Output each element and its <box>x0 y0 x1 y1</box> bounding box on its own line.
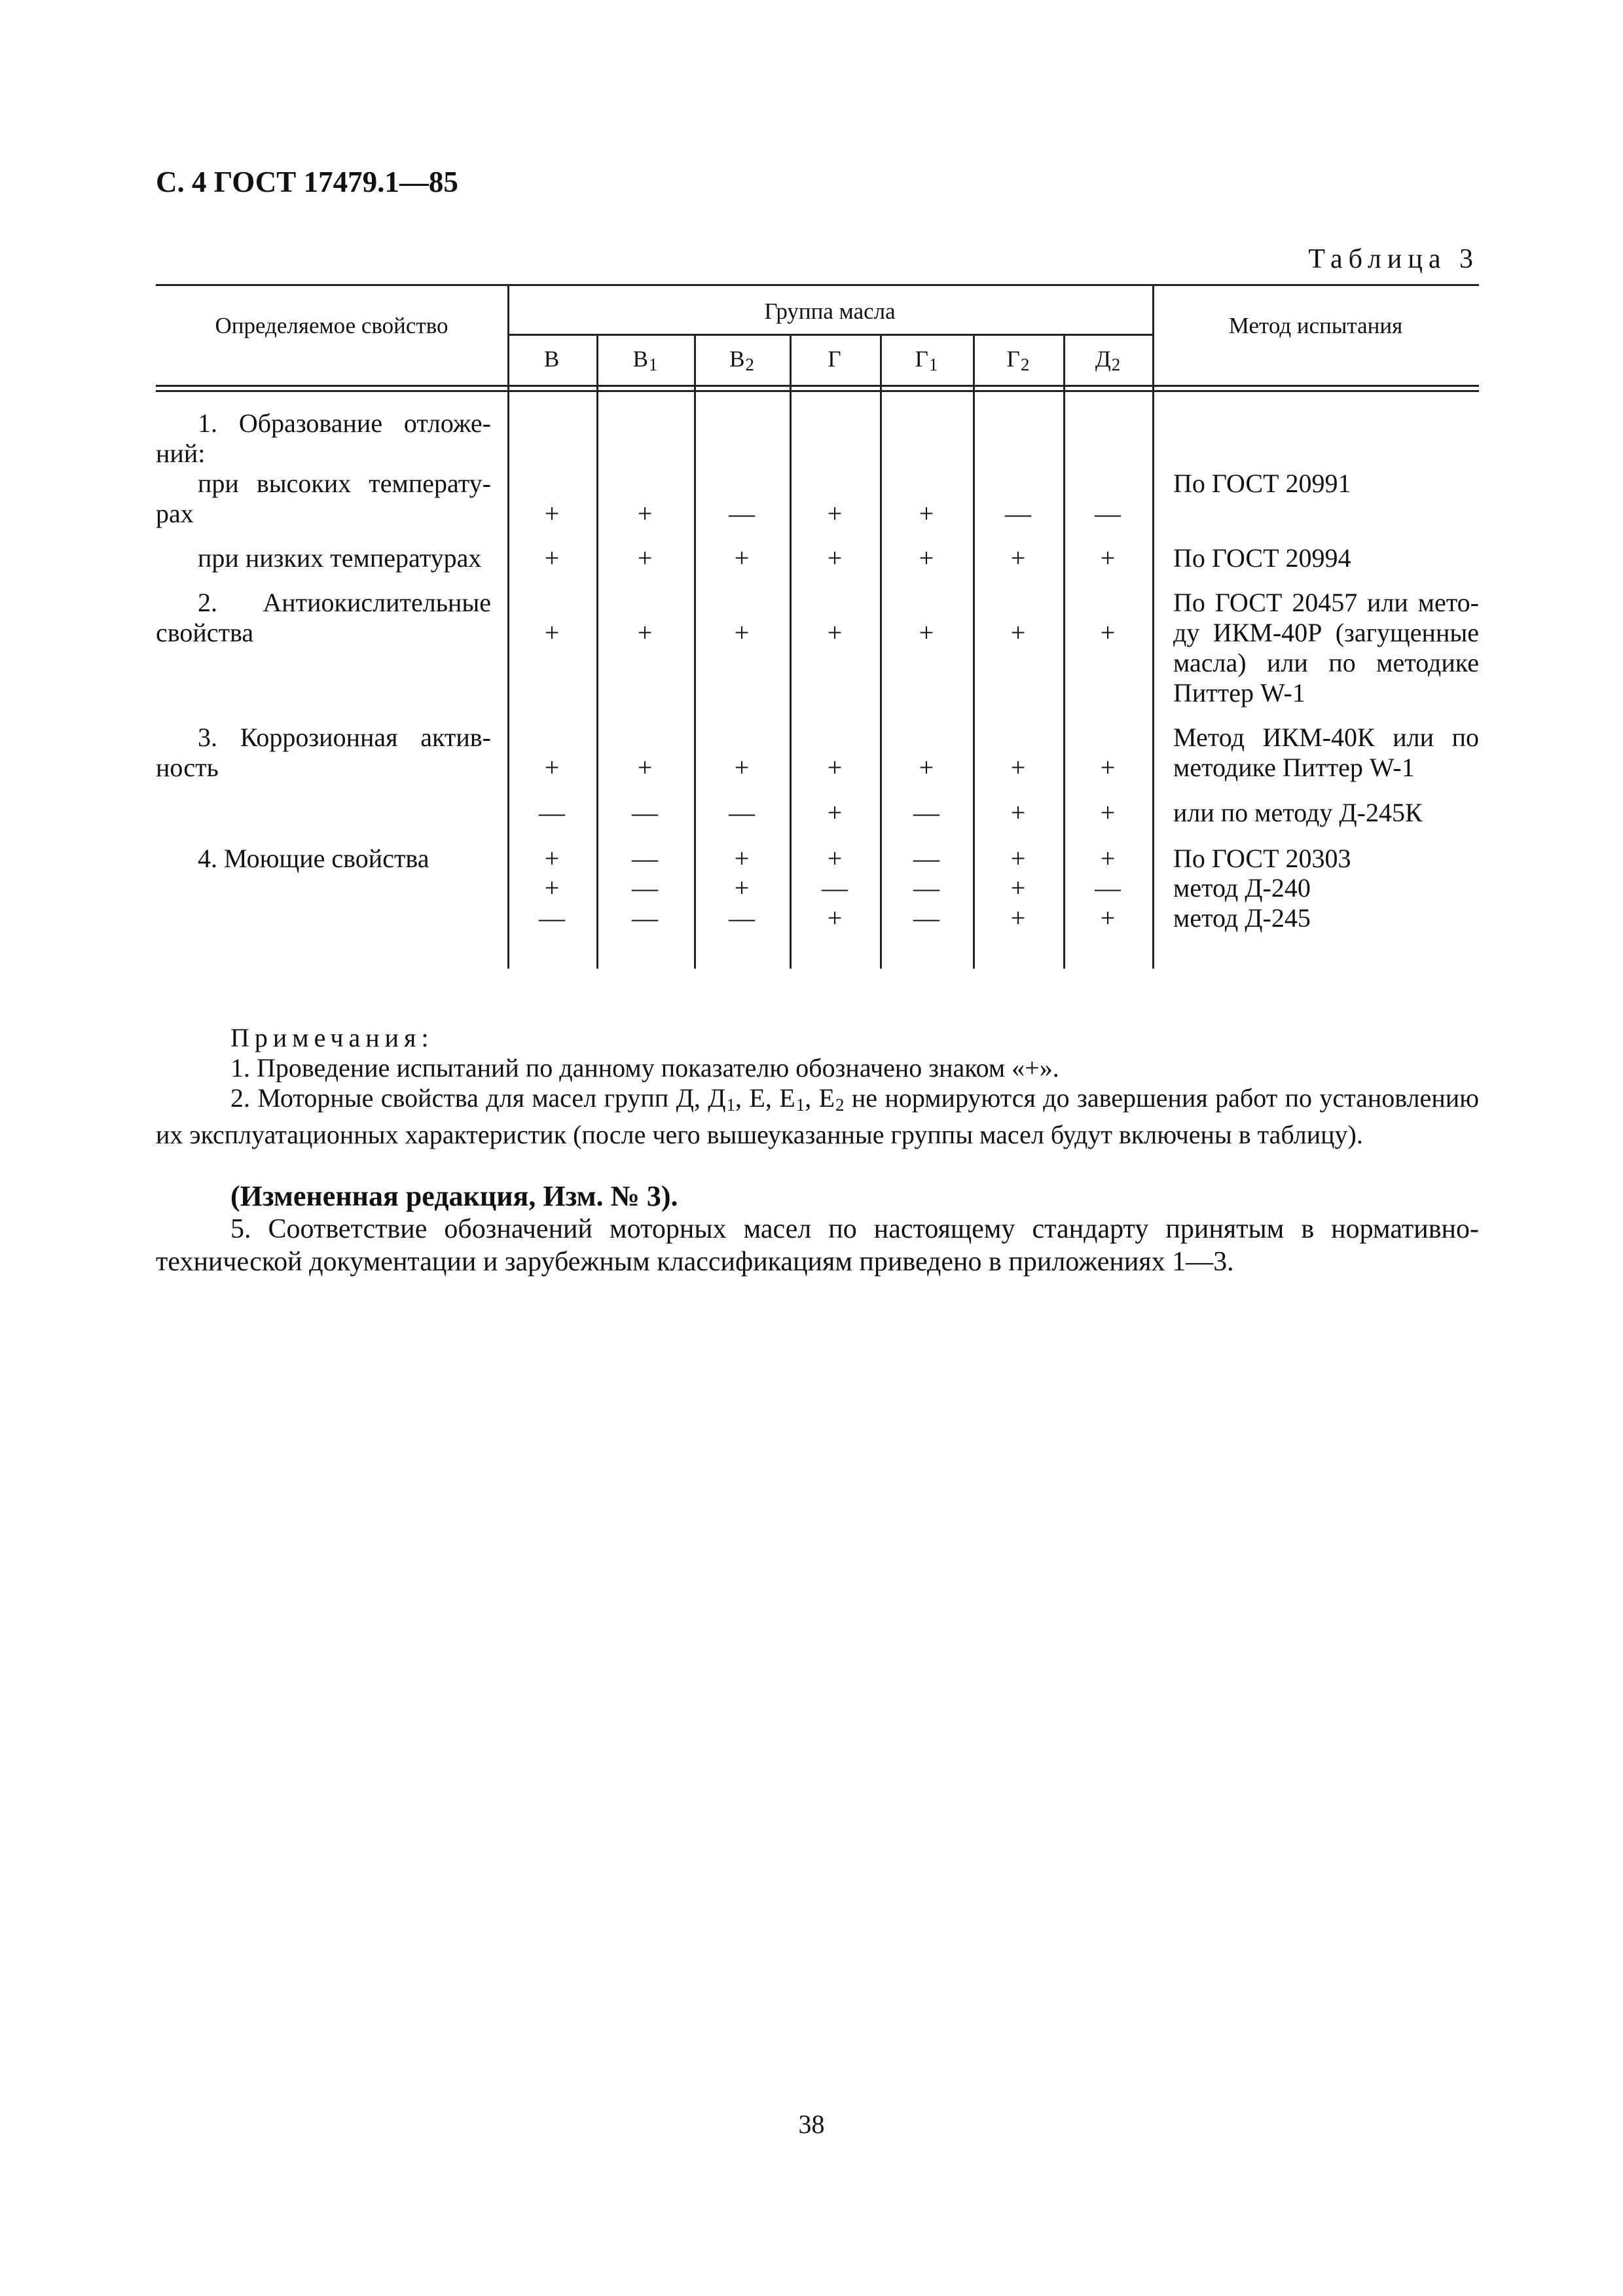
mark-cell: — <box>913 844 939 873</box>
group-header-g2: $Г_2$ <box>1006 346 1030 374</box>
mark-cell: + <box>827 903 843 933</box>
mark-cell: — <box>729 798 755 827</box>
mark-cell: + <box>1100 543 1116 573</box>
mark-cell: + <box>544 618 560 647</box>
group-header-g1: $Г_1$ <box>915 346 938 374</box>
document-header: С. 4 ГОСТ 17479.1—85 <box>156 166 458 198</box>
mark-cell: + <box>919 543 934 573</box>
mark-cell: + <box>637 543 653 573</box>
mark-cell: + <box>1010 753 1026 782</box>
mark-cell: — <box>729 499 755 528</box>
mark-cell: + <box>827 543 843 573</box>
method-1a: По ГОСТ 20991 <box>1173 469 1351 498</box>
mark-cell: + <box>1100 844 1116 873</box>
mark-cell: + <box>637 499 653 528</box>
mark-cell: — <box>632 903 658 933</box>
mark-cell: + <box>1010 873 1026 903</box>
mark-cell: + <box>827 499 843 528</box>
mark-cell: — <box>729 903 755 933</box>
mark-cell: + <box>544 844 560 873</box>
mark-cell: + <box>544 499 560 528</box>
mark-cell: + <box>1100 798 1116 827</box>
header-test-method: Метод испытания <box>1228 313 1403 338</box>
mark-cell: + <box>1010 844 1026 873</box>
mark-cell: — <box>632 873 658 903</box>
mark-cell: + <box>827 618 843 647</box>
mark-cell: — <box>539 903 565 933</box>
mark-cell: — <box>913 873 939 903</box>
mark-cell: + <box>919 618 934 647</box>
notes-title: Примечания: <box>230 1023 434 1052</box>
mark-cell: — <box>1005 499 1031 528</box>
mark-cell: + <box>1010 798 1026 827</box>
header-oil-group: Группа масла <box>764 298 896 324</box>
property-2: 2. Антиокислительные свойства <box>156 588 491 647</box>
group-header-v: В <box>543 346 560 372</box>
mark-cell: + <box>1100 903 1116 933</box>
mark-cell: + <box>1010 543 1026 573</box>
mark-cell: + <box>734 543 750 573</box>
group-header-g: Г <box>828 346 841 372</box>
mark-cell: + <box>827 753 843 782</box>
page-number: 38 <box>798 2109 825 2139</box>
mark-cell: — <box>539 798 565 827</box>
method-1b: По ГОСТ 20994 <box>1173 543 1351 573</box>
mark-cell: + <box>827 844 843 873</box>
mark-cell: + <box>1100 618 1116 647</box>
mark-cell: + <box>1010 903 1026 933</box>
note-1: 1. Проведение испытаний по данному показателю обозначено знаком «+». <box>230 1053 1059 1083</box>
header-property: Определяемое свойство <box>215 313 448 338</box>
amendment-note: (Измененная редакция, Изм. № 3). <box>230 1180 678 1212</box>
mark-cell: — <box>632 798 658 827</box>
mark-cell: — <box>1095 873 1121 903</box>
mark-cell: + <box>734 753 750 782</box>
mark-cell: + <box>1010 618 1026 647</box>
method-4a: По ГОСТ 20303 <box>1173 844 1351 873</box>
mark-cell: — <box>632 844 658 873</box>
mark-cell: + <box>637 618 653 647</box>
property-1a: при высоких температу-рах <box>156 469 491 528</box>
mark-cell: + <box>734 844 750 873</box>
group-header-d2: $Д_2$ <box>1095 346 1121 374</box>
table-caption: Таблица 3 <box>1308 244 1479 274</box>
note-2: 2. Моторные свойства для масел групп Д, $Д_1$, Е, $Е_1$, $Е_2$ не нормируются до завершения работ по установлению их эксплуатационных характеристик (после чего вышеуказанные группы масел будут включены в таблицу). <box>156 1083 1480 1149</box>
mark-cell: + <box>734 873 750 903</box>
mark-cell: + <box>734 618 750 647</box>
mark-cell: — <box>913 903 939 933</box>
method-4c: метод Д-245 <box>1173 903 1311 933</box>
property-3: 3. Коррозионная актив-ность <box>156 723 491 782</box>
mark-cell: — <box>822 873 848 903</box>
method-3: Метод ИКМ-40К или по методике Питтер W-1 <box>1173 723 1479 782</box>
mark-cell: — <box>913 798 939 827</box>
property-4: 4. Моющие свойства <box>198 844 429 873</box>
method-4b: метод Д-240 <box>1173 873 1311 903</box>
mark-cell: — <box>1095 499 1121 528</box>
method-3b: или по методу Д-245К <box>1173 798 1423 827</box>
group-header-v1: $В_1$ <box>632 346 658 374</box>
group-header-v2: $В_2$ <box>729 346 754 374</box>
mark-cell: + <box>919 499 934 528</box>
mark-cell: + <box>827 798 843 827</box>
mark-cell: + <box>544 543 560 573</box>
mark-cell: + <box>1100 753 1116 782</box>
paragraph-5: 5. Соответствие обозначений моторных масел по настоящему стандарту принятым в нормативно-технической документации и зарубежным классификациям приведено в приложениях 1—3. <box>156 1214 1479 1277</box>
mark-cell: + <box>919 753 934 782</box>
property-1b: при низких температурах <box>198 543 482 573</box>
mark-cell: + <box>544 753 560 782</box>
mark-cell: + <box>544 873 560 903</box>
method-2: По ГОСТ 20457 или мето-ду ИКМ-40Р (загущенные масла) или по методике Питтер W-1 <box>1173 588 1479 708</box>
mark-cell: + <box>637 753 653 782</box>
property-1: 1. Образование отложе-ний: <box>156 408 491 468</box>
